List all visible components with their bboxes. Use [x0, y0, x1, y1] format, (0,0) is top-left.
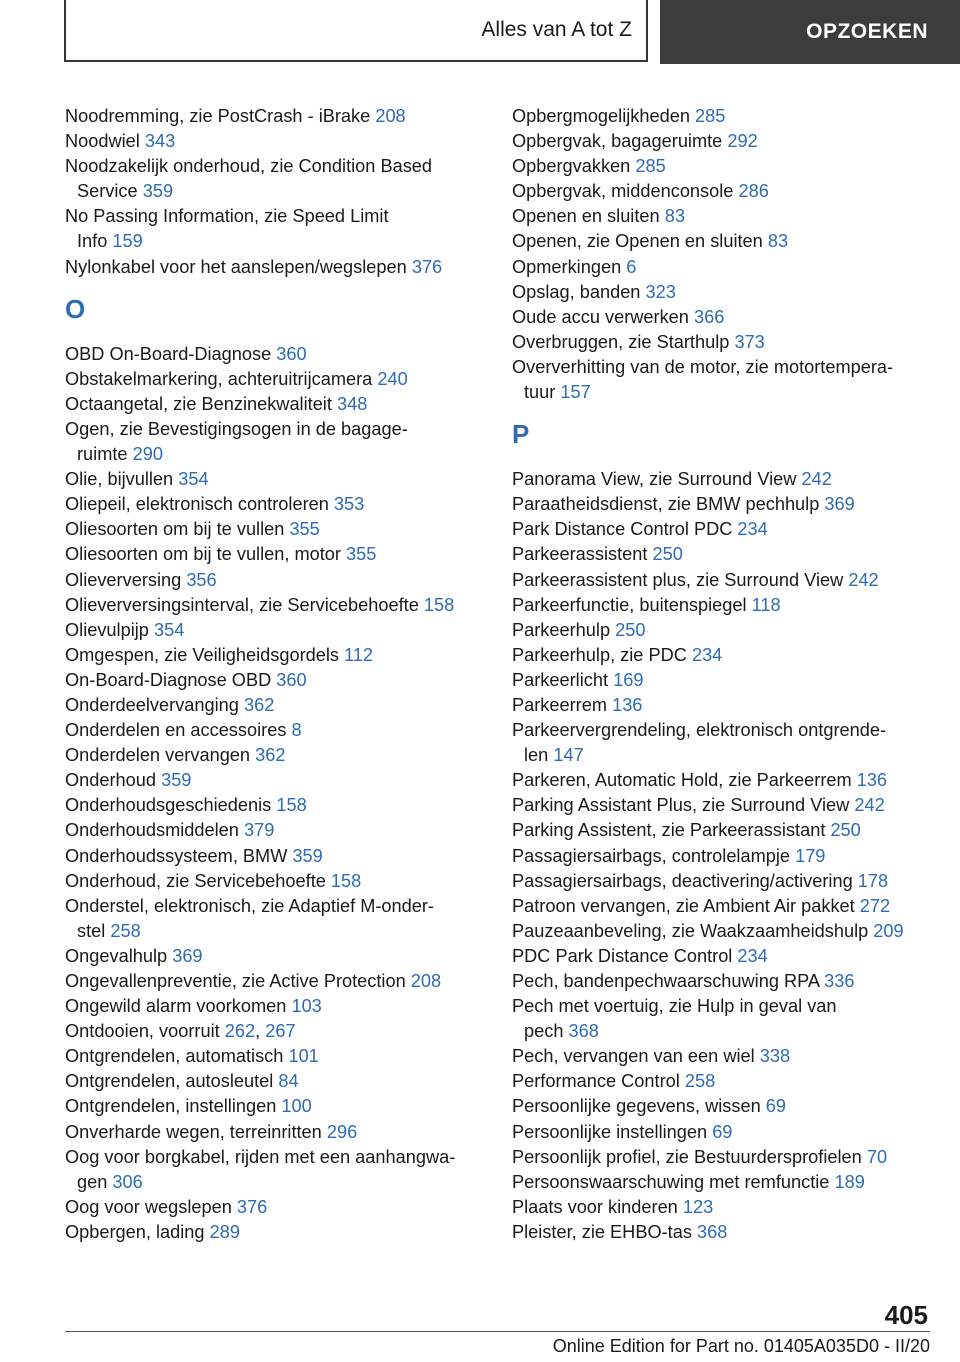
page-reference-link[interactable]: 103: [291, 996, 322, 1017]
index-entry-text: Noodwiel: [65, 131, 140, 152]
index-entry: [512, 542, 942, 567]
index-entry: [512, 330, 942, 355]
index-entry: [65, 517, 490, 542]
index-entry: [512, 718, 942, 768]
index-entry-text: Parkeerlicht: [512, 669, 609, 690]
index-entry-text: Ongewild alarm voorkomen: [65, 996, 287, 1017]
page-reference-link[interactable]: 250: [652, 544, 683, 565]
index-entry-text: Pech, bandenpechwaarschuwing RPA: [512, 971, 820, 991]
index-entry: [512, 668, 942, 693]
page-reference-link[interactable]: 136: [856, 770, 888, 791]
index-entry-text: Persoonlijk profiel, zie Bestuurdersprofielen: [512, 1146, 862, 1167]
index-entry: [65, 869, 490, 894]
page-reference-link[interactable]: 267: [265, 1021, 296, 1042]
page-reference-link[interactable]: 368: [568, 1021, 599, 1042]
index-entry-text: Parkeerhulp, zie PDC: [512, 644, 687, 665]
index-entry: [65, 718, 490, 743]
index-entry: [512, 844, 942, 869]
index-entry-text: Opslag, banden: [512, 281, 641, 302]
index-entry-text: Onderstel, elektronisch, zie Adaptief M-onder-: [65, 895, 434, 916]
page-reference-link[interactable]: 360: [276, 669, 307, 690]
index-entry-text: Opbergvak, bagageruimte: [512, 131, 723, 152]
index-entry: [65, 1120, 490, 1145]
page-reference-link[interactable]: 189: [834, 1171, 865, 1192]
page-reference-link[interactable]: 100: [281, 1096, 312, 1117]
index-entry-text: Olievulpijp: [65, 619, 149, 640]
index-letter-heading: O: [65, 293, 86, 324]
index-entry-text: pech: [524, 1021, 564, 1042]
page-reference-link[interactable]: 101: [288, 1046, 319, 1067]
index-entry-text: No Passing Information, zie Speed Limit: [65, 206, 389, 227]
page-reference-link[interactable]: 285: [695, 106, 726, 126]
index-entry-text: Service: [77, 181, 138, 202]
page-reference-link[interactable]: 250: [830, 820, 861, 841]
page-reference-link[interactable]: 240: [377, 368, 408, 389]
index-entry-text: Onderhoud: [65, 770, 157, 791]
index-entry-text: Ontgrendelen, instellingen: [65, 1096, 277, 1117]
index-entry: [512, 1120, 942, 1145]
index-entry-text: Overbruggen, zie Starthulp: [512, 331, 730, 352]
page-reference-link[interactable]: 336: [824, 971, 855, 991]
page-reference-link[interactable]: 348: [336, 393, 368, 414]
page-reference-link[interactable]: 147: [553, 745, 584, 766]
index-entry: [512, 1220, 942, 1245]
index-entry-text: Olie, bijvullen: [65, 469, 174, 490]
index-entry-text: Parking Assistant Plus, zie Surround View: [512, 795, 850, 816]
index-entry: [512, 919, 942, 944]
index-entry: [512, 1170, 942, 1195]
page-reference-link[interactable]: 369: [824, 494, 855, 515]
index-entry-text: Patroon vervangen, zie Ambient Air pakket: [512, 895, 855, 916]
index-entry-text: On-Board-Diagnose OBD: [65, 669, 272, 690]
page-reference-link[interactable]: 354: [178, 469, 209, 490]
index-entry: [65, 568, 490, 593]
index-entry-text: Noodzakelijk onderhoud, zie Condition Based: [65, 156, 433, 177]
page-reference-link[interactable]: 112: [344, 644, 374, 665]
index-entry: [65, 944, 490, 969]
index-entry-text: Pleister, zie EHBO-tas: [512, 1221, 692, 1242]
index-entry-text: Passagiersairbags, controlelampje: [512, 845, 791, 866]
page-reference-link[interactable]: 262: [224, 1021, 256, 1042]
index-entry: [65, 643, 490, 668]
index-entry: [512, 255, 942, 280]
page-reference-link[interactable]: 354: [153, 619, 185, 640]
index-entry-text: Persoonswaarschuwing met remfunctie: [512, 1171, 830, 1192]
page-reference-link[interactable]: 234: [737, 519, 768, 540]
page-reference-link[interactable]: 234: [737, 945, 768, 966]
page-reference-link[interactable]: 376: [236, 1196, 268, 1217]
index-entry-text: Parkeerhulp: [512, 619, 611, 640]
index-entry-text: Passagiersairbags, deactivering/activering: [512, 870, 853, 891]
index-entry-text: Ontgrendelen, autosleutel: [65, 1071, 274, 1092]
index-entry-text: Oliesoorten om bij te vullen: [65, 519, 285, 540]
page-reference-link[interactable]: 366: [693, 306, 725, 327]
tab-alles-van-a-tot-z[interactable]: Alles van A tot Z: [64, 0, 648, 62]
index-entry: [512, 894, 942, 919]
page-reference-link[interactable]: 359: [292, 845, 323, 866]
index-entry: [65, 969, 490, 994]
page-reference-link[interactable]: 157: [560, 382, 591, 403]
index-entry: Ontdooien, voorruit 262, 267: [65, 1021, 296, 1042]
page-reference-link[interactable]: 159: [112, 231, 143, 252]
index-entry: [512, 355, 942, 405]
index-entry: [512, 618, 942, 643]
page-reference-link[interactable]: 123: [682, 1196, 714, 1217]
page-reference-link[interactable]: 258: [110, 920, 141, 941]
index-entry: [512, 179, 942, 204]
page-reference-link[interactable]: 353: [333, 494, 365, 515]
page-reference-link[interactable]: 355: [346, 544, 377, 565]
page-reference-link[interactable]: 359: [142, 181, 174, 202]
page-reference-link[interactable]: 83: [767, 231, 789, 252]
page-reference-link[interactable]: 242: [854, 795, 885, 816]
index-entry-text: Opbergvakken: [512, 156, 631, 177]
page-reference-link[interactable]: 296: [326, 1121, 358, 1142]
index-entry-text: Pauzeaanbeveling, zie Waakzaamheidshulp: [512, 920, 869, 941]
index-entry-text: Parkeerassistent plus, zie Surround View: [512, 569, 844, 590]
index-entry: [512, 129, 942, 154]
index-entry: [512, 154, 942, 179]
index-entry: [65, 994, 490, 1019]
page-reference-link[interactable]: 306: [112, 1171, 143, 1192]
index-entry: [65, 367, 490, 392]
page-reference-link[interactable]: 323: [645, 281, 676, 302]
index-entry: [65, 342, 490, 367]
page-reference-link[interactable]: 242: [848, 569, 879, 590]
index-entry: [65, 154, 490, 204]
index-entry: [65, 1044, 490, 1069]
index-entry-text: Oververhitting van de motor, zie motortempera-: [512, 356, 894, 377]
index-entry: [512, 1195, 942, 1220]
page-reference-link[interactable]: 368: [696, 1221, 728, 1242]
page-reference-link[interactable]: 158: [423, 594, 455, 615]
index-entry: [512, 492, 942, 517]
index-entry: [512, 643, 942, 668]
index-entry-text: Info: [77, 231, 108, 252]
page-reference-link[interactable]: 178: [857, 870, 889, 891]
page-reference-link[interactable]: 208: [375, 106, 406, 126]
index-entry: [65, 1094, 490, 1119]
page-reference-link[interactable]: 169: [613, 669, 644, 690]
page-reference-link[interactable]: 209: [873, 920, 904, 941]
index-entry: [65, 844, 490, 869]
page-reference-link[interactable]: 136: [612, 694, 643, 715]
index-letter-heading: P: [512, 419, 530, 450]
page-reference-link[interactable]: 272: [859, 895, 891, 916]
index-entry: [512, 1069, 942, 1094]
index-entry-text: Parkeerassistent: [512, 544, 648, 565]
index-entry: [512, 944, 942, 969]
index-entry: [65, 618, 490, 643]
index-column-left: [65, 104, 490, 1245]
index-entry-text: Openen en sluiten: [512, 206, 660, 227]
index-entry: [65, 768, 490, 793]
index-entry-text: Pech, vervangen van een wiel: [512, 1046, 755, 1067]
index-entry: [512, 229, 942, 254]
index-entry: [65, 542, 490, 567]
index-entry: [65, 593, 490, 618]
index-entry-text: Onderhoudssysteem, BMW: [65, 845, 288, 866]
index-entry-text: Oog voor wegslepen: [65, 1196, 232, 1217]
index-entry-text: PDC Park Distance Control: [512, 945, 733, 966]
page-reference-link[interactable]: 6: [626, 256, 637, 277]
index-entry: [65, 1069, 490, 1094]
page-reference-link[interactable]: 258: [684, 1071, 716, 1092]
index-entry-text: Ongevalhulp: [65, 945, 168, 966]
page-reference-link[interactable]: 373: [734, 331, 765, 352]
index-entry: [65, 417, 490, 467]
page-reference-link[interactable]: 158: [330, 870, 362, 891]
index-entry-text: Opbergen, lading: [65, 1221, 205, 1242]
page-reference-link[interactable]: 69: [712, 1121, 733, 1142]
page-reference-link[interactable]: 343: [144, 131, 176, 152]
index-entry-text: stel: [77, 920, 106, 941]
index-entry-text: Olieverversing: [65, 569, 182, 590]
index-entry-text: Onderdelen vervangen: [65, 745, 251, 766]
tab-opzoeken[interactable]: OPZOEKEN: [660, 0, 960, 64]
index-entry: [512, 869, 942, 894]
page-reference-link[interactable]: 69: [765, 1096, 786, 1117]
page-reference-link[interactable]: 70: [866, 1146, 888, 1167]
index-entry-text: Ontdooien, voorruit: [65, 1021, 220, 1042]
index-entry-text: Omgespen, zie Veiligheidsgordels: [65, 644, 339, 665]
index-entry-text: Octaangetal, zie Benzinekwaliteit: [65, 393, 332, 414]
footer-edition: Online Edition for Part no. 01405A035D0 - II/20: [552, 1336, 930, 1356]
index-entry-text: Paraatheidsdienst, zie BMW pechhulp: [512, 494, 820, 515]
index-entry-text: Persoonlijke gegevens, wissen: [512, 1096, 761, 1117]
index-entry-text: Onderhoudsmiddelen: [65, 820, 239, 841]
index-entry: [65, 467, 490, 492]
page-reference-link[interactable]: 285: [635, 156, 666, 177]
index-entry-text: Ogen, zie Bevestigingsogen in de bagage-: [65, 418, 408, 439]
index-entry: [512, 305, 942, 330]
page-reference-link[interactable]: 242: [801, 469, 832, 490]
index-entry-text: Oliesoorten om bij te vullen, motor: [65, 544, 341, 565]
index-entry-text: Ontgrendelen, automatisch: [65, 1046, 284, 1067]
index-entry-text: Performance Control: [512, 1071, 680, 1092]
index-entry: [512, 969, 942, 994]
index-entry: [512, 517, 942, 542]
index-entry: [512, 1094, 942, 1119]
index-entry-text: Ongevallenpreventie, zie Active Protection: [65, 971, 406, 991]
index-entry: [512, 204, 942, 229]
index-entry: [65, 793, 490, 818]
index-entry-text: ruimte: [77, 444, 128, 465]
page-reference-link[interactable]: 8: [291, 720, 302, 741]
index-entry: [512, 1044, 942, 1069]
index-entry: [65, 1145, 490, 1195]
page-number: 405: [884, 1300, 928, 1330]
index-entry: [512, 280, 942, 305]
tab-bar: [64, 0, 960, 64]
index-entry-text: Parkeerrem: [512, 694, 608, 715]
page-reference-link[interactable]: 379: [243, 820, 275, 841]
index-entry-text: Plaats voor kinderen: [512, 1196, 678, 1217]
index-entry: [512, 768, 942, 793]
index-entry-text: Openen, zie Openen en sluiten: [512, 231, 763, 252]
index-entry: [65, 668, 490, 693]
index-entry-text: Obstakelmarkering, achteruitrijcamera: [65, 368, 373, 389]
index-entry-text: len: [524, 745, 549, 766]
page-reference-link[interactable]: 360: [276, 343, 307, 364]
page-reference-link[interactable]: 356: [186, 569, 217, 590]
page-reference-link[interactable]: 118: [751, 594, 781, 615]
index-entry: [65, 255, 490, 280]
index-entry: [512, 818, 942, 843]
index-entry: [65, 1195, 490, 1220]
index-column-right: [512, 104, 942, 1245]
index-entry-text: Onderdeelvervanging: [65, 694, 239, 715]
index-entry: [65, 894, 490, 944]
page-reference-link[interactable]: 158: [276, 795, 307, 816]
page-reference-link[interactable]: 292: [727, 131, 758, 152]
index-entry-text: Park Distance Control PDC: [512, 519, 733, 540]
index-entry-text: Parkeren, Automatic Hold, zie Parkeerrem: [512, 770, 852, 791]
page-reference-link[interactable]: 338: [759, 1046, 791, 1067]
page-reference-link[interactable]: 362: [255, 745, 286, 766]
index-entry: [512, 1145, 942, 1170]
index-entry: [65, 743, 490, 768]
index-entry-text: Pech met voertuig, zie Hulp in geval van: [512, 996, 837, 1017]
index-entry-text: gen: [77, 1171, 108, 1192]
index-entry-text: Oude accu verwerken: [512, 306, 689, 327]
index-entry-text: Parking Assistent, zie Parkeerassistant: [512, 820, 826, 841]
index-entry: [65, 818, 490, 843]
page-reference-link[interactable]: 362: [243, 694, 275, 715]
index-entry: [512, 994, 942, 1044]
index-entry: [65, 492, 490, 517]
index-entry: [65, 392, 490, 417]
index-entry: [512, 568, 942, 593]
index-entry-text: Onderhoud, zie Servicebehoefte: [65, 870, 326, 891]
index-entry: [65, 204, 490, 254]
index-entry: [512, 693, 942, 718]
index-entry: [65, 1220, 490, 1245]
index-entry-text: Olieverversingsinterval, zie Servicebehoefte: [65, 594, 419, 615]
page-reference-link[interactable]: 289: [209, 1221, 240, 1242]
index-entry-text: Onderhoudsgeschiedenis: [65, 795, 272, 816]
index-entry-text: Noodremming, zie PostCrash - iBrake: [65, 106, 371, 126]
page-reference-link[interactable]: 84: [278, 1071, 299, 1092]
index-entry-text: Oliepeil, elektronisch controleren: [65, 494, 329, 515]
footer-divider: [65, 1331, 930, 1332]
page-reference-link[interactable]: 250: [615, 619, 646, 640]
index-entry-text: Panorama View, zie Surround View: [512, 469, 797, 490]
index-entry: [65, 104, 490, 129]
index-entry-text: Onverharde wegen, terreinritten: [65, 1121, 322, 1142]
page-reference-link[interactable]: 355: [289, 519, 320, 540]
page-reference-link[interactable]: 290: [132, 444, 163, 465]
index-entry: [512, 793, 942, 818]
index-entry: [512, 104, 942, 129]
index-entry: [512, 593, 942, 618]
index-entry-text: Opbergvak, middenconsole: [512, 181, 734, 202]
page-reference-link[interactable]: 369: [172, 945, 203, 966]
index-entry-text: Parkeerfunctie, buitenspiegel: [512, 594, 747, 615]
index-entry: [65, 693, 490, 718]
index-entry-text: Opbergmogelijkheden: [512, 106, 690, 126]
page-reference-link[interactable]: 376: [411, 256, 443, 277]
index-entry-text: Nylonkabel voor het aanslepen/wegslepen: [65, 256, 407, 277]
page-reference-link[interactable]: 234: [691, 644, 723, 665]
index-entry-text: tuur: [524, 382, 556, 403]
index-entry-text: Parkeervergrendeling, elektronisch ontgrende-: [512, 720, 887, 741]
index-entry-text: Persoonlijke instellingen: [512, 1121, 708, 1142]
page-reference-link[interactable]: 286: [738, 181, 769, 202]
index-entry: [512, 467, 942, 492]
index-entry: [65, 129, 490, 154]
index-entry-text: Onderdelen en accessoires: [65, 720, 287, 741]
page-reference-link[interactable]: 208: [410, 971, 442, 991]
page-reference-link[interactable]: 359: [161, 770, 192, 791]
index-entry-text: Opmerkingen: [512, 256, 622, 277]
page-reference-link[interactable]: 179: [795, 845, 826, 866]
index-entry-text: OBD On-Board-Diagnose: [65, 343, 272, 364]
index-entry-text: Oog voor borgkabel, rijden met een aanhangwa-: [65, 1146, 456, 1167]
page-reference-link[interactable]: 83: [664, 206, 685, 227]
